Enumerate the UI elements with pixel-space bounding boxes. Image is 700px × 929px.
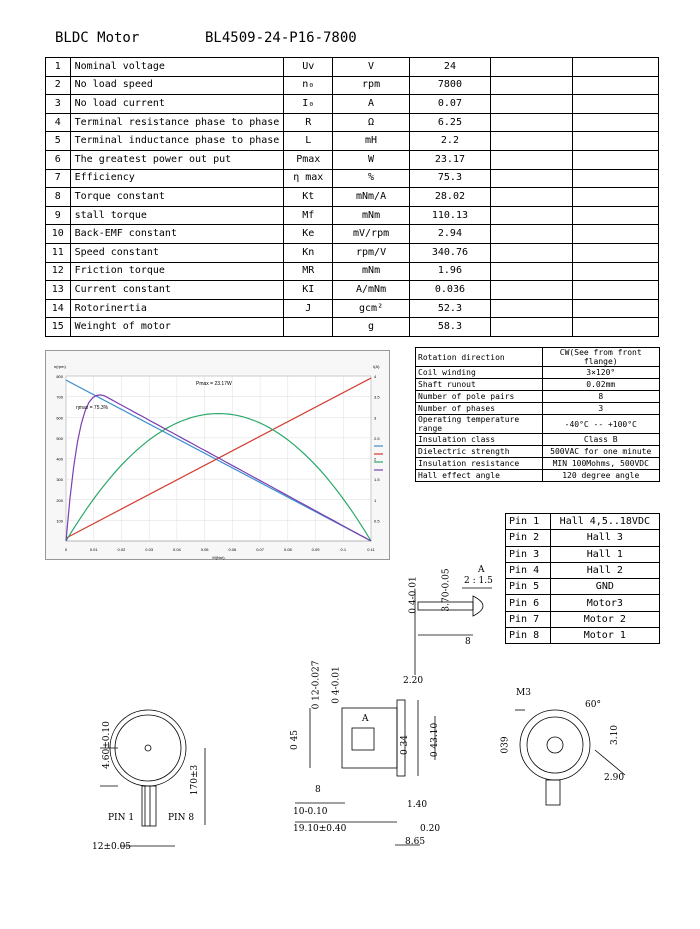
spec-empty-cell (491, 95, 573, 114)
pin-function: Hall 4,5..18VDC (550, 514, 659, 530)
pin-function: Motor 2 (550, 611, 659, 627)
dim-04: 0 4-0.01 (408, 576, 419, 614)
info-value: 3×120° (542, 367, 660, 379)
info-label: Number of pole pairs (416, 391, 543, 403)
spec-unit: g (333, 318, 410, 337)
info-label: Shaft runout (416, 379, 543, 391)
info-value: MIN 100Mohms, 500VDC (542, 458, 660, 470)
dim-012: 0 12-0.027 (311, 660, 322, 710)
spec-empty-cell (573, 281, 659, 300)
pin-row (506, 514, 660, 530)
dim-2-20: 2.20 (403, 676, 424, 686)
spec-value: 7800 (409, 76, 490, 95)
x-tick-label: 0.02 (117, 547, 126, 552)
spec-symbol: Kt (284, 188, 333, 207)
x-tick-label: 0.01 (89, 547, 98, 552)
pin-number: Pin 3 (506, 546, 551, 562)
pin-number: Pin 4 (506, 562, 551, 578)
spec-value: 2.2 (409, 132, 490, 151)
spec-value: 28.02 (409, 188, 490, 207)
info-value: 0.02mm (542, 379, 660, 391)
dim-045: 0 45 (290, 729, 301, 751)
y-left-tick-label: 400 (56, 456, 63, 462)
info-value: 120 degree angle (542, 470, 660, 482)
dim-043: 0 43.10 (430, 722, 441, 758)
spec-value: 0.07 (409, 95, 490, 114)
spec-name: Back-EMF constant (70, 225, 284, 244)
spec-value: 1.96 (409, 262, 490, 281)
info-row (416, 367, 660, 379)
spec-row (46, 58, 659, 77)
spec-value: 0.036 (409, 281, 490, 300)
spec-name: Rotorinertia (70, 299, 284, 318)
spec-empty-cell (491, 299, 573, 318)
dim-8-detail: 8 (465, 637, 471, 647)
pin-number: Pin 1 (506, 514, 551, 530)
info-label: Hall effect angle (416, 470, 543, 482)
spec-name: Terminal inductance phase to phase (70, 132, 284, 151)
y-right-tick-label: 1 (374, 497, 377, 503)
spec-row (46, 243, 659, 262)
spec-empty-cell (491, 113, 573, 132)
spec-no: 9 (46, 206, 71, 225)
spec-empty-cell (573, 58, 659, 77)
info-table (415, 347, 660, 482)
spec-row (46, 281, 659, 300)
spec-no: 4 (46, 113, 71, 132)
spec-empty-cell (573, 113, 659, 132)
spec-symbol: KI (284, 281, 333, 300)
spec-no: 10 (46, 225, 71, 244)
pin-row (506, 530, 660, 546)
pin8-label: PIN 8 (168, 813, 195, 823)
spec-no: 1 (46, 58, 71, 77)
spec-symbol: Ke (284, 225, 333, 244)
x-tick-label: 0.1 (340, 547, 347, 552)
spec-unit: mH (333, 132, 410, 151)
detail-a: A (478, 565, 485, 575)
x-tick-label: 0.09 (311, 547, 320, 552)
spec-value: 340.76 (409, 243, 490, 262)
eta-annotation: ηmax = 75.3% (76, 405, 109, 411)
info-row (416, 391, 660, 403)
info-row (416, 415, 660, 434)
spec-empty-cell (573, 206, 659, 225)
spec-unit: A/mNm (333, 281, 410, 300)
dim-1-40: 1.40 (407, 800, 428, 810)
performance-chart (45, 350, 390, 560)
spec-empty-cell (491, 150, 573, 169)
spec-unit: W (333, 150, 410, 169)
dim-2-90: 2.90 (604, 773, 625, 783)
y-right-tick-label: 1.5 (374, 477, 380, 483)
spec-empty-cell (491, 281, 573, 300)
spec-row (46, 150, 659, 169)
spec-unit: rpm (333, 76, 410, 95)
spec-empty-cell (573, 262, 659, 281)
info-label: Operating temperature range (416, 415, 543, 434)
spec-no: 13 (46, 281, 71, 300)
model-number: BL4509-24-P16-7800 (205, 30, 357, 46)
pin-function: Hall 1 (550, 546, 659, 562)
x-tick-label: 0.07 (256, 547, 264, 552)
spec-empty-cell (491, 318, 573, 337)
spec-symbol: n₀ (284, 76, 333, 95)
y-right-tick-label: 3.5 (374, 394, 380, 400)
spec-no: 7 (46, 169, 71, 188)
pin-function: Hall 2 (550, 562, 659, 578)
spec-no: 3 (46, 95, 71, 114)
spec-symbol: J (284, 299, 333, 318)
spec-empty-cell (491, 206, 573, 225)
spec-row (46, 262, 659, 281)
spec-symbol: R (284, 113, 333, 132)
spec-no: 8 (46, 188, 71, 207)
spec-name: Weinght of motor (70, 318, 284, 337)
spec-empty-cell (491, 169, 573, 188)
spec-row (46, 132, 659, 151)
info-row (416, 434, 660, 446)
dim-0-20: 0.20 (420, 824, 441, 834)
spec-value: 2.94 (409, 225, 490, 244)
spec-symbol: Uv (284, 58, 333, 77)
spec-empty-cell (573, 188, 659, 207)
spec-symbol (284, 318, 333, 337)
spec-unit: rpm/V (333, 243, 410, 262)
info-value: 3 (542, 403, 660, 415)
pin-function: Motor 1 (550, 628, 659, 644)
info-label: Insulation resistance (416, 458, 543, 470)
spec-row (46, 113, 659, 132)
dim-8-front: 8 (315, 785, 321, 795)
spec-empty-cell (573, 225, 659, 244)
spec-empty-cell (491, 262, 573, 281)
spec-name: Efficiency (70, 169, 284, 188)
dim-10: 10-0.10 (293, 807, 328, 817)
spec-symbol: η max (284, 169, 333, 188)
spec-unit: V (333, 58, 410, 77)
spec-no: 5 (46, 132, 71, 151)
spec-empty-cell (573, 76, 659, 95)
info-value: -40°C -- +100°C (542, 415, 660, 434)
spec-empty-cell (491, 132, 573, 151)
info-value: CW(See from front flange) (542, 348, 660, 367)
spec-table (45, 57, 659, 337)
info-label: Insulation class (416, 434, 543, 446)
spec-no: 6 (46, 150, 71, 169)
spec-value: 75.3 (409, 169, 490, 188)
spec-name: Current constant (70, 281, 284, 300)
info-label: Coil winding (416, 367, 543, 379)
spec-empty-cell (573, 132, 659, 151)
dim-3-10: 3.10 (610, 724, 621, 746)
spec-symbol: Pmax (284, 150, 333, 169)
product-type: BLDC Motor (55, 30, 140, 46)
spec-name: No load current (70, 95, 284, 114)
info-row (416, 470, 660, 482)
dim-034: 0 34 (400, 734, 411, 756)
dim-8-65: 8.65 (405, 837, 426, 847)
y-left-axis-label: n(rpm) (54, 364, 66, 369)
x-tick-label: 0.08 (283, 547, 292, 552)
spec-empty-cell (573, 299, 659, 318)
spec-row (46, 206, 659, 225)
dim-19-10: 19.10±0.40 (293, 824, 347, 834)
spec-row (46, 299, 659, 318)
info-label: Number of phases (416, 403, 543, 415)
info-label: Rotation direction (416, 348, 543, 367)
y-right-axis-label: I(A) (373, 364, 380, 369)
spec-empty-cell (491, 188, 573, 207)
pin-function: GND (550, 579, 659, 595)
x-tick-label: 0 (64, 547, 68, 552)
pin-function: Motor3 (550, 595, 659, 611)
info-label: Dielectric strength (416, 446, 543, 458)
spec-symbol: I₀ (284, 95, 333, 114)
spec-value: 6.25 (409, 113, 490, 132)
spec-name: The greatest power out put (70, 150, 284, 169)
spec-row (46, 188, 659, 207)
mechanical-drawing (0, 560, 700, 860)
spec-row (46, 318, 659, 337)
spec-value: 110.13 (409, 206, 490, 225)
spec-empty-cell (573, 243, 659, 262)
y-left-tick-label: 600 (56, 415, 63, 421)
x-tick-label: 0.11 (367, 547, 375, 552)
y-right-tick-label: 2 (374, 456, 377, 462)
pin1-label: PIN 1 (108, 813, 135, 823)
y-right-tick-label: 4 (374, 374, 377, 379)
spec-unit: mNm (333, 262, 410, 281)
x-axis-label: M(Nm) (212, 555, 225, 560)
spec-unit: gcm² (333, 299, 410, 318)
x-tick-label: 0.06 (228, 547, 237, 552)
spec-empty-cell (491, 243, 573, 262)
spec-name: stall torque (70, 206, 284, 225)
dim-m3: M3 (516, 688, 531, 698)
pin-number: Pin 7 (506, 611, 551, 627)
dim-60deg: 60° (585, 700, 601, 710)
y-left-tick-label: 300 (56, 477, 63, 483)
spec-symbol: Mf (284, 206, 333, 225)
info-value: 8 (542, 391, 660, 403)
dim-12: 12±0.05 (92, 842, 132, 852)
info-row (416, 403, 660, 415)
spec-unit: % (333, 169, 410, 188)
info-value: 500VAC for one minute (542, 446, 660, 458)
spec-row (46, 76, 659, 95)
pin-function: Hall 3 (550, 530, 659, 546)
info-row (416, 446, 660, 458)
spec-no: 11 (46, 243, 71, 262)
y-left-tick-label: 200 (56, 497, 63, 503)
dim-039: 039 (500, 736, 511, 754)
spec-empty-cell (573, 95, 659, 114)
section-a: A (362, 714, 369, 724)
spec-name: Nominal voltage (70, 58, 284, 77)
dim-170: 170±3 (190, 764, 201, 796)
info-row (416, 458, 660, 470)
spec-empty-cell (573, 318, 659, 337)
spec-name: Friction torque (70, 262, 284, 281)
spec-no: 2 (46, 76, 71, 95)
spec-row (46, 95, 659, 114)
pin-number: Pin 6 (506, 595, 551, 611)
spec-unit: mNm (333, 206, 410, 225)
spec-unit: mNm/A (333, 188, 410, 207)
pin-number: Pin 5 (506, 579, 551, 595)
spec-empty-cell (491, 225, 573, 244)
spec-symbol: Kn (284, 243, 333, 262)
spec-name: Speed constant (70, 243, 284, 262)
spec-unit: mV/rpm (333, 225, 410, 244)
x-tick-label: 0.03 (145, 547, 154, 552)
spec-value: 52.3 (409, 299, 490, 318)
y-left-tick-label: 700 (56, 394, 63, 400)
spec-unit: Ω (333, 113, 410, 132)
pmax-annotation: Pmax = 23.17W (196, 381, 232, 387)
pin-number: Pin 2 (506, 530, 551, 546)
x-tick-label: 0.04 (173, 547, 181, 552)
spec-row (46, 225, 659, 244)
performance-chart-svg (46, 351, 391, 561)
info-row (416, 348, 660, 367)
spec-value: 58.3 (409, 318, 490, 337)
spec-no: 15 (46, 318, 71, 337)
info-row (416, 379, 660, 391)
dim-4-60: 4.60±0.10 (101, 721, 112, 769)
spec-no: 14 (46, 299, 71, 318)
spec-empty-cell (573, 169, 659, 188)
dim-04-front: 0 4-0.01 (331, 666, 342, 704)
spec-empty-cell (573, 150, 659, 169)
dim-370: 3.70-0.05 (441, 568, 452, 612)
x-tick-label: 0.05 (200, 547, 209, 552)
spec-empty-cell (491, 76, 573, 95)
spec-name: Torque constant (70, 188, 284, 207)
pin-number: Pin 8 (506, 628, 551, 644)
spec-name: Terminal resistance phase to phase (70, 113, 284, 132)
spec-row (46, 169, 659, 188)
y-left-tick-label: 500 (56, 435, 63, 441)
info-value: Class B (542, 434, 660, 446)
spec-name: No load speed (70, 76, 284, 95)
spec-symbol: MR (284, 262, 333, 281)
y-right-tick-label: 2.5 (374, 435, 380, 441)
spec-value: 23.17 (409, 150, 490, 169)
spec-no: 12 (46, 262, 71, 281)
y-right-tick-label: 3 (374, 415, 377, 421)
spec-value: 24 (409, 58, 490, 77)
spec-symbol: L (284, 132, 333, 151)
spec-empty-cell (491, 58, 573, 77)
y-left-tick-label: 800 (56, 374, 63, 379)
y-right-tick-label: 0.5 (374, 518, 380, 524)
y-left-tick-label: 100 (56, 518, 63, 524)
spec-unit: A (333, 95, 410, 114)
detail-scale: 2 : 1.5 (464, 576, 493, 586)
